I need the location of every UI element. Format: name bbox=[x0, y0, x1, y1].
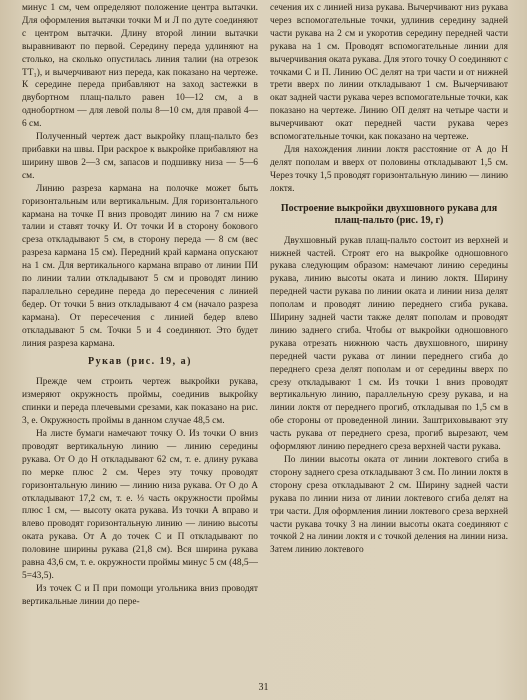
section-heading-two-seam-sleeve: Построение выкройки двухшовного рукава для плащ-пальто (рис. 19, г) bbox=[280, 202, 498, 227]
paragraph: На листе бумаги намечают точку О. Из точки О вниз проводят вертикальную линию — линию середины рукава. От О до Н откладывают 62 см, т. е. длину рукава по мерке плюс 2 см. Через эту точку проводят горизонтальную линию — линию низа рукава. От О до А откладывают 17,2 см, т. е. ⅓ часть окружности проймы плюс 1 см, — высоту оката рукава. Из точки А вправо и влево проводят горизонтальную линию — линию высоты оката рукава. От А до точек С и П откладывают по половине ширины рукава (21,8 см). Вся ширина рукава равна 43,6 см, т. е. окружности проймы минус 5 см (48,5—5=43,5). bbox=[22, 429, 258, 581]
page-number: 31 bbox=[258, 682, 269, 693]
paragraph: По линии высоты оката от линии локтевого сгиба в сторону заднего среза откладывают 3 см. По линии локтя в сторону среза откладывают 2 см. Ширину задней части рукава по линии низа от линии локтевого сгиба делят на три части. Для оформления линии локтевого среза верхней части рукава точку 3 на линии высоты оката соединяют с точкой 2 на линии локтя и с точкой деления на линии низа. Затем линию локтевого bbox=[270, 455, 508, 556]
paragraph: Для нахождения линии локтя расстояние от А до Н делят пополам и вверх от половины откладывают 1,5 см. Через точку 1,5 проводят горизонтальную линию — линию локтя. bbox=[270, 144, 508, 194]
left-column bbox=[22, 2, 258, 609]
paragraph: Прежде чем строить чертеж выкройки рукава, измеряют окружность проймы, соединив выкройку спинки и переда плечевыми срезами, как показано на рис. 3, е. Окружность проймы в данном случае 48,5 см. bbox=[22, 377, 258, 427]
paragraph: сечения их с линией низа рукава. Вычерчивают низ рукава через вспомогательные точки, удлинив середину задней части рукава на 2 см и укоротив середину передней части рукава на 1 см. Проводят вспомогательные линии для вычерчивания оката рукава. Для этого точку О соединяют с точками С и П. Линию ОС делят на три части и от нижней трети вверх по линии откладывают 1 см. Вычерчивают окат задней части рукава через вспомогательные точки, как показано на чертеже. Линию ОП делят на четыре части и вычерчивают окат передней части рукава через вспомогательные точки, как показано на чертеже. bbox=[270, 3, 508, 143]
paragraph: Линию разреза кармана на полочке может быть горизонтальным или вертикальным. Для горизонтального кармана на точке П вниз проводят линию на 7 см ниже талии и ставят точку И. От точки И в сторону бокового среза откладывают 5 см, в сторону переда — 8 см (вес разреза кармана 15 см). Передний край кармана опускают на 1 см. Для вертикального кармана вправо от линии ПИ по линии талии откладывают 5 см и проводят линию параллельно середине переда до пересечения с линией бедер. От точки 5 вниз откладывают 4 см (начало разреза кармана). От пересечения с линией бедер влево откладывают 5 см. Точки 5 и 4 соединяют. Это будет линия разреза кармана. bbox=[22, 183, 258, 349]
paragraph: минус 1 см, чем определяют положение центра вытачки. Для оформления вытачки точки М и Л по дуте соединяют с центром вытачки. Длину второй линии вытачки выравнивают по первой. Середину переда удлиняют на столько, на сколько опустилась линия талии (на отрезок ТТ₁), и вычерчивают низ переда, как показано на чертеже. К середине переда прибавляют на заход застежки в двубортном плащ-пальто равен 10—12 см, а в однобортном — для левой полы 8—10 см, для правой 4—6 см. bbox=[22, 3, 258, 130]
section-heading-sleeve: Рукав (рис. 19, а) bbox=[87, 356, 193, 368]
paragraph: Двухшовный рукав плащ-пальто состоит из верхней и нижней частей. Строят его на выкройке одношовного рукава следующим образом: намечают линию середины рукава, линию высоты оката и линию локтя. Ширину передней части рукава по линии оката и линии низа делят пополам и проводят линию переднего сгиба рукава. Ширину задней части также делят пополам и проводят линию заднего сгиба. Чтобы от выкройки одношовного рукава отрезать нижнюю часть двухшовного, ширину передней части рукава от линии переднего сгиба до переднего среза делят пополам и от середины вверх по срезу откладывают 1 см. Из точки 1 вниз проводят вертикальную линию, параллельную срезу рукава, и на линии локтя от переднего прогиб, откладывая по 1,5 см в обе стороны от проведенной линии. Заштриховывают эту часть рукава от переднего среза, прогиб вырезают, чем оформляют линию переднего среза верхней части рукава. bbox=[270, 235, 508, 453]
right-column bbox=[270, 2, 508, 557]
paragraph: Полученный чертеж даст выкройку плащ-пальто без прибавки на швы. При раскрое к выкройке прибавляют на ширину швов 2—3 см, запасов и подшивку низа — 5—6 см. bbox=[22, 132, 258, 181]
paragraph: Из точек С и П при помощи угольника вниз проводят вертикальные линии до пере- bbox=[22, 583, 258, 607]
